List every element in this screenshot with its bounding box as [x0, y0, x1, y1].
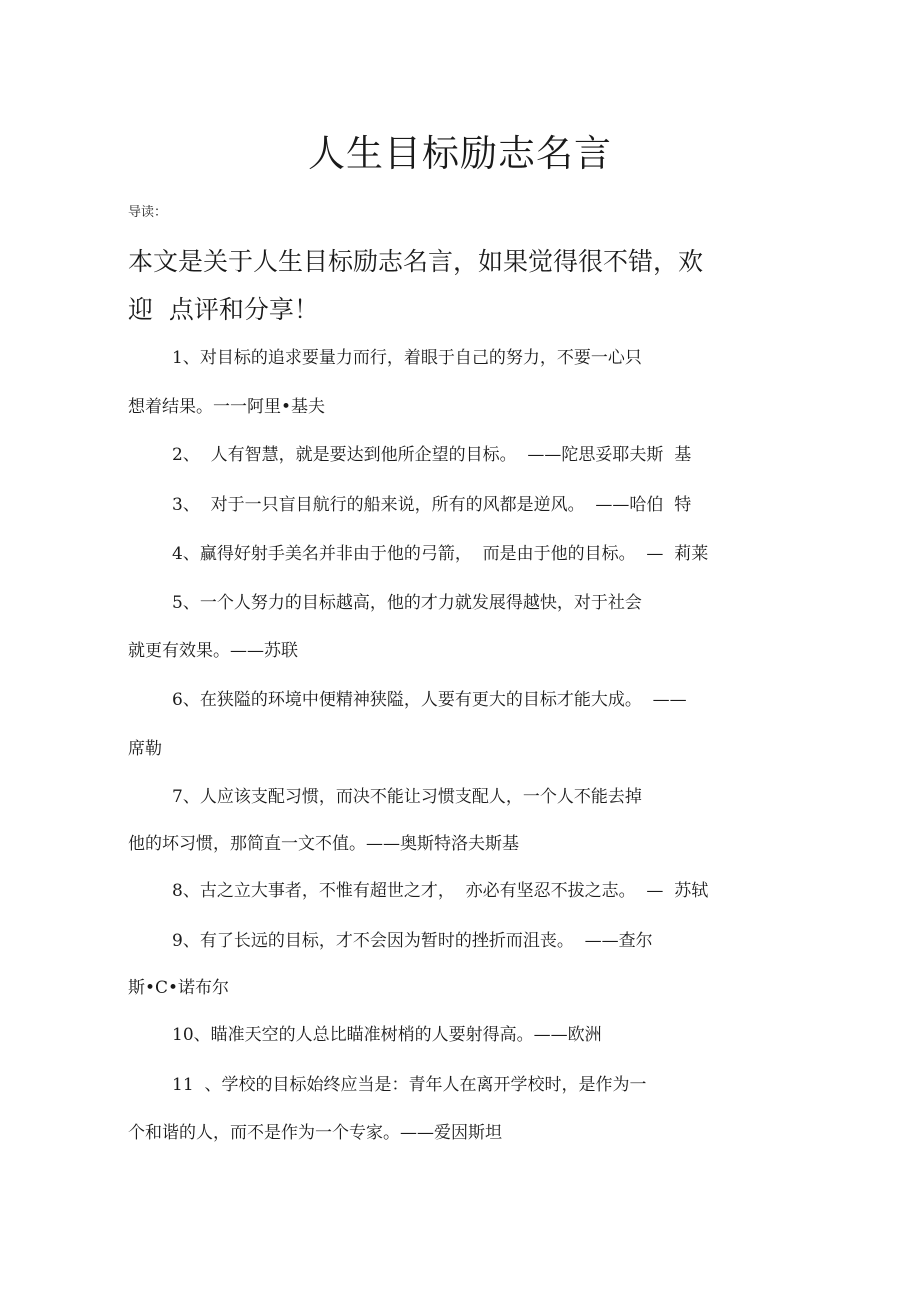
quote-9-line-1: 9、有了长远的目标，才不会因为暂时的挫折而沮丧。 ——查尔 [172, 931, 653, 951]
intro-line: 迎 点评和分享！ [128, 295, 319, 324]
quote-9-line-2: 斯•C•诺布尔 [128, 978, 230, 998]
quote-2: 2、 人有智慧，就是要达到他所企望的目标。 ——陀思妥耶夫斯 基 [172, 445, 692, 465]
intro-label: 导读： [128, 205, 168, 220]
quote-7-line-2: 他的坏习惯，那简直一文不值。——奥斯特洛夫斯基 [128, 834, 519, 854]
quote-5-line-2: 就更有效果。——苏联 [128, 641, 298, 661]
quote-7-line-1: 7、人应该支配习惯，而决不能让习惯支配人，一个人不能去掉 [172, 787, 642, 807]
quote-6-line-1: 6、在狭隘的环境中便精神狭隘，人要有更大的目标才能大成。 —— [172, 690, 687, 710]
quote-4: 4、赢得好射手美名并非由于他的弓箭， 而是由于他的目标。 — 莉莱 [172, 544, 709, 564]
quote-10: 10、瞄准天空的人总比瞄准树梢的人要射得高。——欧洲 [172, 1025, 602, 1045]
quote-8: 8、古之立大事者，不惟有超世之才， 亦必有坚忍不拔之志。 — 苏轼 [172, 881, 709, 901]
quote-5-line-1: 5、一个人努力的目标越高，他的才力就发展得越快，对于社会 [172, 593, 642, 613]
intro-text [128, 238, 768, 334]
quote-1-line-1: 1、对目标的追求要量力而行，着眼于自己的努力，不要一心只 [172, 348, 642, 368]
quote-6-line-2: 席勒 [128, 739, 162, 759]
intro-line: 本文是关于人生目标励志名言，如果觉得很不错，欢 [128, 247, 704, 276]
quote-11-line-2: 个和谐的人，而不是作为一个专家。——爱因斯坦 [128, 1123, 502, 1143]
page-title: 人生目标励志名言 [308, 132, 612, 175]
quote-11-line-1: 11 、学校的目标始终应当是：青年人在离开学校时，是作为一 [172, 1075, 647, 1095]
quote-1-line-2: 想着结果。一一阿里•基夫 [128, 397, 326, 417]
quote-3: 3、 对于一只盲目航行的船来说，所有的风都是逆风。 ——哈伯 特 [172, 495, 692, 515]
